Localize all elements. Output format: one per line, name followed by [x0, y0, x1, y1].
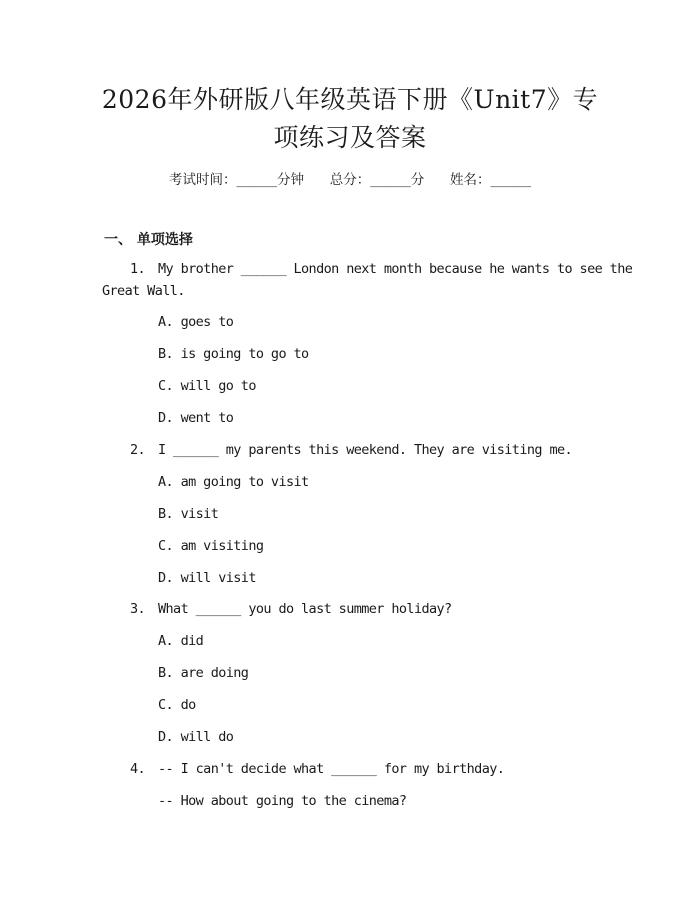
- question-stem: -- I can't decide what ______ for my birthday.: [158, 761, 505, 777]
- option-d: D. will visit: [158, 570, 256, 586]
- option-a: A. did: [158, 633, 204, 649]
- dialogue-reply: -- How about going to the cinema?: [158, 793, 407, 809]
- question-number: 1.: [130, 261, 146, 277]
- option-d: D. will do: [158, 729, 234, 745]
- section-heading: 一、 单项选择: [104, 232, 193, 248]
- question-number: 2.: [130, 442, 146, 458]
- option-b: B. is going to go to: [158, 346, 309, 362]
- document-title-line-2: 项练习及答案: [273, 123, 427, 152]
- option-d: D. went to: [158, 410, 234, 426]
- question-number: 4.: [130, 761, 146, 777]
- exam-info-line: 考试时间：______分钟 总分：______分 姓名：______: [169, 172, 531, 188]
- question-number: 3.: [130, 601, 146, 617]
- option-a: A. goes to: [158, 314, 234, 330]
- question-stem: What ______ you do last summer holiday?: [158, 601, 452, 617]
- question-stem-continued: Great Wall.: [102, 283, 185, 299]
- option-a: A. am going to visit: [158, 474, 309, 490]
- option-b: B. visit: [158, 506, 219, 522]
- question-stem: My brother ______ London next month because he wants to see the: [158, 261, 633, 277]
- option-c: C. will go to: [158, 378, 256, 394]
- document-title-line-1: 2026年外研版八年级英语下册《Unit7》专: [101, 85, 599, 114]
- question-stem: I ______ my parents this weekend. They are visiting me.: [158, 442, 573, 458]
- option-c: C. am visiting: [158, 538, 264, 554]
- option-b: B. are doing: [158, 665, 249, 681]
- option-c: C. do: [158, 697, 196, 713]
